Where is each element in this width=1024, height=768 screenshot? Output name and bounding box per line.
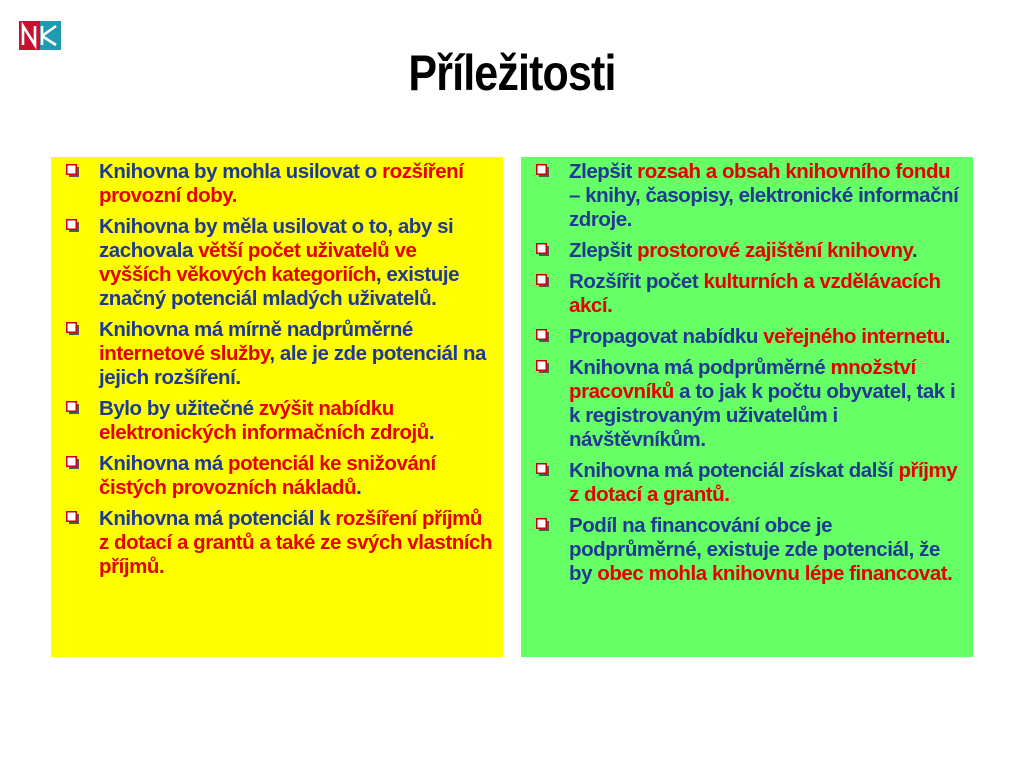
checkbox-bullet-icon [66, 456, 79, 469]
logo-k-block [40, 21, 61, 50]
bullet-item [533, 325, 963, 349]
bullet-text: Bylo by užitečné [99, 397, 259, 420]
bullet-text: , existuje značný potenciál mladých uživatelů. [99, 263, 460, 310]
nk-logo [19, 21, 61, 50]
checkbox-bullet-icon [66, 511, 79, 524]
checkbox-bullet-icon [536, 360, 549, 373]
bullet-item [533, 459, 963, 507]
checkbox-bullet-icon [66, 219, 79, 232]
opportunities-panel-right [521, 157, 973, 657]
bullet-text: Knihovna má potenciál získat další [569, 459, 899, 482]
highlighted-text: množství pracovníků [569, 356, 916, 403]
highlighted-text: potenciál ke snižování čistých provozních nákladů [99, 452, 436, 499]
bullet-text: Knihovna má podprůměrné [569, 356, 831, 379]
highlighted-text: veřejného internetu [763, 325, 945, 348]
highlighted-text: větší počet uživatelů ve vyšších věkových kategoriích [99, 239, 417, 286]
highlighted-text: zvýšit nabídku elektronických informačních zdrojů [99, 397, 429, 444]
bullet-item [63, 160, 493, 208]
highlighted-text: rozšíření příjmů z dotací a grantů a také ze svých vlastních příjmů. [99, 507, 493, 578]
checkbox-bullet-icon [536, 164, 549, 177]
checkbox-bullet-icon [536, 243, 549, 256]
checkbox-bullet-icon [66, 401, 79, 414]
bullet-text: Knihovna má potenciál k [99, 507, 336, 530]
bullet-text: Knihovna má mírně nadprůměrné [99, 318, 413, 341]
logo-k-glyph [40, 21, 61, 50]
highlighted-text: rozsah a obsah knihovního fondu [637, 160, 951, 183]
bullet-text: a to jak k počtu obyvatel, tak i k registrovaným uživatelům i návštěvníkům. [569, 380, 956, 451]
highlighted-text: kulturních a vzdělávacích akcí. [569, 270, 941, 317]
bullet-text: – knihy, časopisy, elektronické informační zdroje. [569, 184, 959, 231]
checkbox-bullet-icon [66, 322, 79, 335]
bullet-item [63, 215, 493, 311]
logo-n-glyph [19, 21, 40, 50]
bullet-text: Knihovna má [99, 452, 229, 475]
logo-n-block [19, 21, 40, 50]
checkbox-bullet-icon [536, 329, 549, 342]
bullet-text: Propagovat nabídku [569, 325, 764, 348]
bullet-item [63, 397, 493, 445]
highlighted-text: obec mohla knihovnu lépe financovat. [597, 562, 953, 585]
bullet-text: . [944, 325, 951, 348]
bullet-text: Knihovna by měla usilovat o to, aby si zachovala [99, 215, 454, 262]
bullet-item [533, 270, 963, 318]
bullet-text: . [356, 476, 362, 499]
left-bullet-list [63, 160, 493, 579]
bullet-item [533, 514, 963, 586]
bullet-text: , ale je zde potenciál na jejich rozšíření. [99, 342, 486, 389]
bullet-item [63, 507, 493, 579]
bullet-text: . [911, 239, 918, 262]
highlighted-text: rozšíření provozní doby. [99, 160, 464, 207]
strengths-panel-left [51, 157, 503, 657]
bullet-item [63, 318, 493, 390]
checkbox-bullet-icon [66, 164, 79, 177]
bullet-text: . [428, 421, 435, 444]
highlighted-text: příjmy z dotací a grantů. [569, 459, 958, 506]
bullet-text: Zlepšit [569, 239, 638, 262]
bullet-text: Podíl na financování obce je podprůměrné, existuje zde potenciál, že by [569, 514, 940, 585]
checkbox-bullet-icon [536, 274, 549, 287]
bullet-item [533, 160, 963, 232]
bullet-item [63, 452, 493, 500]
slide-title: Příležitosti [408, 45, 616, 101]
bullet-item [533, 239, 963, 263]
right-bullet-list [533, 160, 963, 586]
bullet-item [533, 356, 963, 452]
highlighted-text: prostorové zajištění knihovny [637, 239, 912, 262]
bullet-text: Rozšířit počet [569, 270, 704, 293]
bullet-text: Zlepšit [569, 160, 638, 183]
highlighted-text: internetové služby [99, 342, 270, 365]
checkbox-bullet-icon [536, 518, 549, 531]
bullet-text: Knihovna by mohla usilovat o [99, 160, 383, 183]
checkbox-bullet-icon [536, 463, 549, 476]
